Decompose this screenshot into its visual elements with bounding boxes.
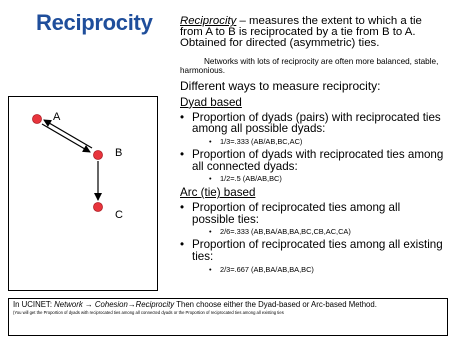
- measures-heading: Different ways to measure reciprocity:: [180, 78, 381, 93]
- definition-text: – measures the extent to which a tie from A to B is reciprocated by a tie from B to A. Obtained for directed (asymmetric) ties.: [180, 15, 422, 50]
- sub-bullet-text: 1/3=.333 (AB/AB,BC,AC): [220, 136, 303, 146]
- sub-bullet-arc-existing: [180, 265, 445, 274]
- bullet-marker: •: [180, 201, 185, 215]
- network-graph: [9, 97, 159, 292]
- subheading-arc: Arc (tie) based: [180, 186, 256, 200]
- node-b: [94, 151, 103, 160]
- footer-menu-path: Network → Cohesion→Reciprocity: [54, 300, 175, 309]
- node-label-a: A: [53, 111, 61, 123]
- definition: [180, 16, 445, 50]
- node-label-c: C: [115, 209, 123, 221]
- sub-bullet-text: 2/3=.667 (AB,BA/AB,BA,BC): [220, 264, 314, 274]
- bullet-dyad-possible: [180, 112, 445, 135]
- bullet-arc-existing: [180, 239, 445, 262]
- edge-a-to-b: [42, 124, 90, 152]
- bullet-marker: •: [209, 264, 212, 274]
- bullet-arc-possible: [180, 202, 445, 225]
- bullet-marker: •: [180, 147, 185, 161]
- definition-term: Reciprocity: [180, 15, 237, 27]
- network-diagram: [8, 96, 158, 291]
- note-text: Networks with lots of reciprocity are often more balanced, stable, harmonious.: [180, 56, 439, 76]
- bullet-text: Proportion of reciprocated ties among all existing ties:: [192, 238, 443, 263]
- bullet-marker: •: [180, 110, 185, 124]
- bullet-dyad-connected: [180, 149, 445, 172]
- bullet-marker: •: [209, 227, 212, 237]
- bullet-text: Proportion of reciprocated ties among all possible ties:: [192, 201, 401, 226]
- slide-title: Reciprocity: [36, 10, 153, 35]
- bullet-marker: •: [209, 174, 212, 184]
- sub-bullet-text: 1/2=.5 (AB/AB,BC): [220, 174, 282, 184]
- footer-rest: Then choose either the Dyad-based or Arc-based Method.: [174, 300, 377, 309]
- content-area: [180, 16, 445, 274]
- sub-bullet-dyad-connected: [180, 174, 445, 183]
- footer-prefix: In UCINET:: [13, 300, 55, 309]
- subheading-dyad: Dyad based: [180, 95, 242, 109]
- footer-instructions: [13, 300, 443, 309]
- node-label-b: B: [115, 147, 123, 159]
- node-c: [94, 203, 103, 212]
- bullet-text: Proportion of dyads with reciprocated ties among all connected dyads:: [192, 147, 444, 173]
- sub-bullet-text: 2/6=.333 (AB,BA/AB,BA,BC,CB,AC,CA): [220, 227, 351, 237]
- footer-small-note: (You will get the Proportion of dyads with reciprocated ties among all connected dyads or the Proportion of reciprocated ties among all existing ties: [13, 310, 284, 316]
- node-a: [33, 115, 42, 124]
- sub-bullet-dyad-possible: [180, 137, 445, 146]
- note: [180, 57, 445, 76]
- sub-bullet-arc-possible: [180, 227, 445, 236]
- bullet-text: Proportion of dyads (pairs) with reciprocated ties among all possible dyads:: [192, 110, 441, 136]
- edge-b-to-a: [44, 120, 92, 148]
- bullet-marker: •: [209, 136, 212, 146]
- bullet-marker: •: [180, 238, 185, 252]
- ucinet-instructions-box: [8, 298, 448, 336]
